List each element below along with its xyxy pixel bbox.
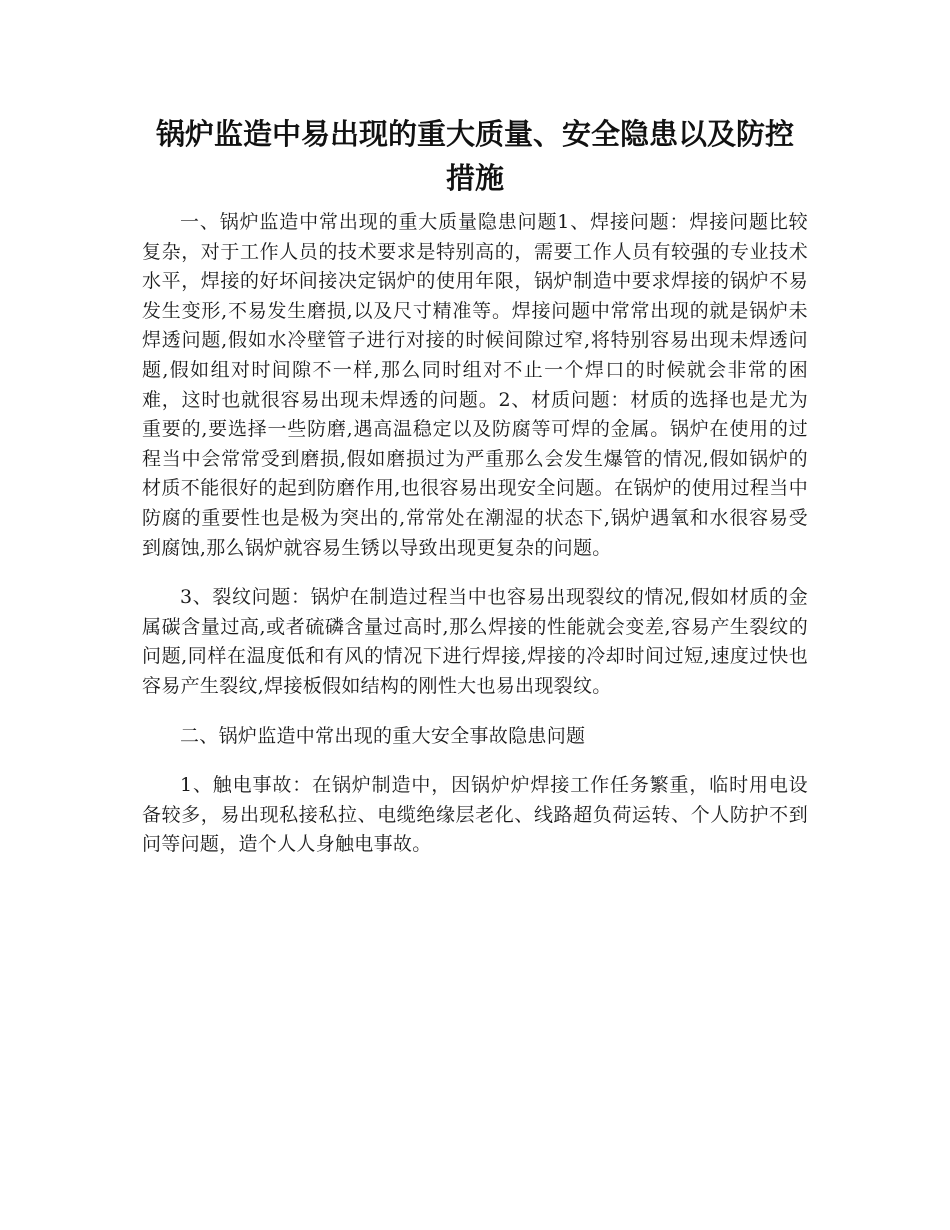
document-title: 锅炉监造中易出现的重大质量、安全隐患以及防控措施 [155, 117, 794, 195]
section-heading-safety: 二、锅炉监造中常出现的重大安全事故隐患问题 [180, 724, 586, 747]
paragraph-electric-shock: 1、触电事故：在锅炉制造中，因锅炉炉焊接工作任务繁重，临时用电设备较多，易出现私接私拉、电缆绝缘层老化、线路超负荷运转、个人防护不到问等问题，造个人人身触电事故。 [142, 774, 808, 856]
paragraph-crack-issues: 3、裂纹问题：锅炉在制造过程当中也容易出现裂纹的情况,假如材质的金属碳含量过高,或者硫磷含量过高时,那么焊接的性能就会变差,容易产生裂纹的问题,同样在温度低和有风的情况下进行焊接,焊接的冷却时间过短,速度过快也容易产生裂纹,焊接板假如结构的刚性大也易出现裂纹。 [142, 586, 808, 697]
document-page [142, 112, 808, 860]
paragraph-quality-issues: 一、锅炉监造中常出现的重大质量隐患问题1、焊接问题：焊接问题比较复杂，对于工作人员的技术要求是特别高的，需要工作人员有较强的专业技术水平，焊接的好坏间接决定锅炉的使用年限，锅炉制造中要求焊接的锅炉不易发生变形,不易发生磨损,以及尺寸精准等。焊接问题中常常出现的就是锅炉未焊透问题,假如水冷壁管子进行对接的时候间隙过窄,将特别容易出现未焊透问题,假如组对时间隙不一样,那么同时组对不止一个焊口的时候就会非常的困难，这时也就很容易出现未焊透的问题。2、材质问题：材质的选择也是尤为重要的,要选择一些防磨,遇高温稳定以及防腐等可焊的金属。锅炉在使用的过程当中会常常受到磨损,假如磨损过为严重那么会发生爆管的情况,假如锅炉的材质不能很好的起到防磨作用,也很容易出现安全问题。在锅炉的使用过程当中防腐的重要性也是极为突出的,常常处在潮湿的状态下,锅炉遇氧和水很容易受到腐蚀,那么锅炉就容易生锈以导致出现更复杂的问题。 [142, 211, 808, 559]
